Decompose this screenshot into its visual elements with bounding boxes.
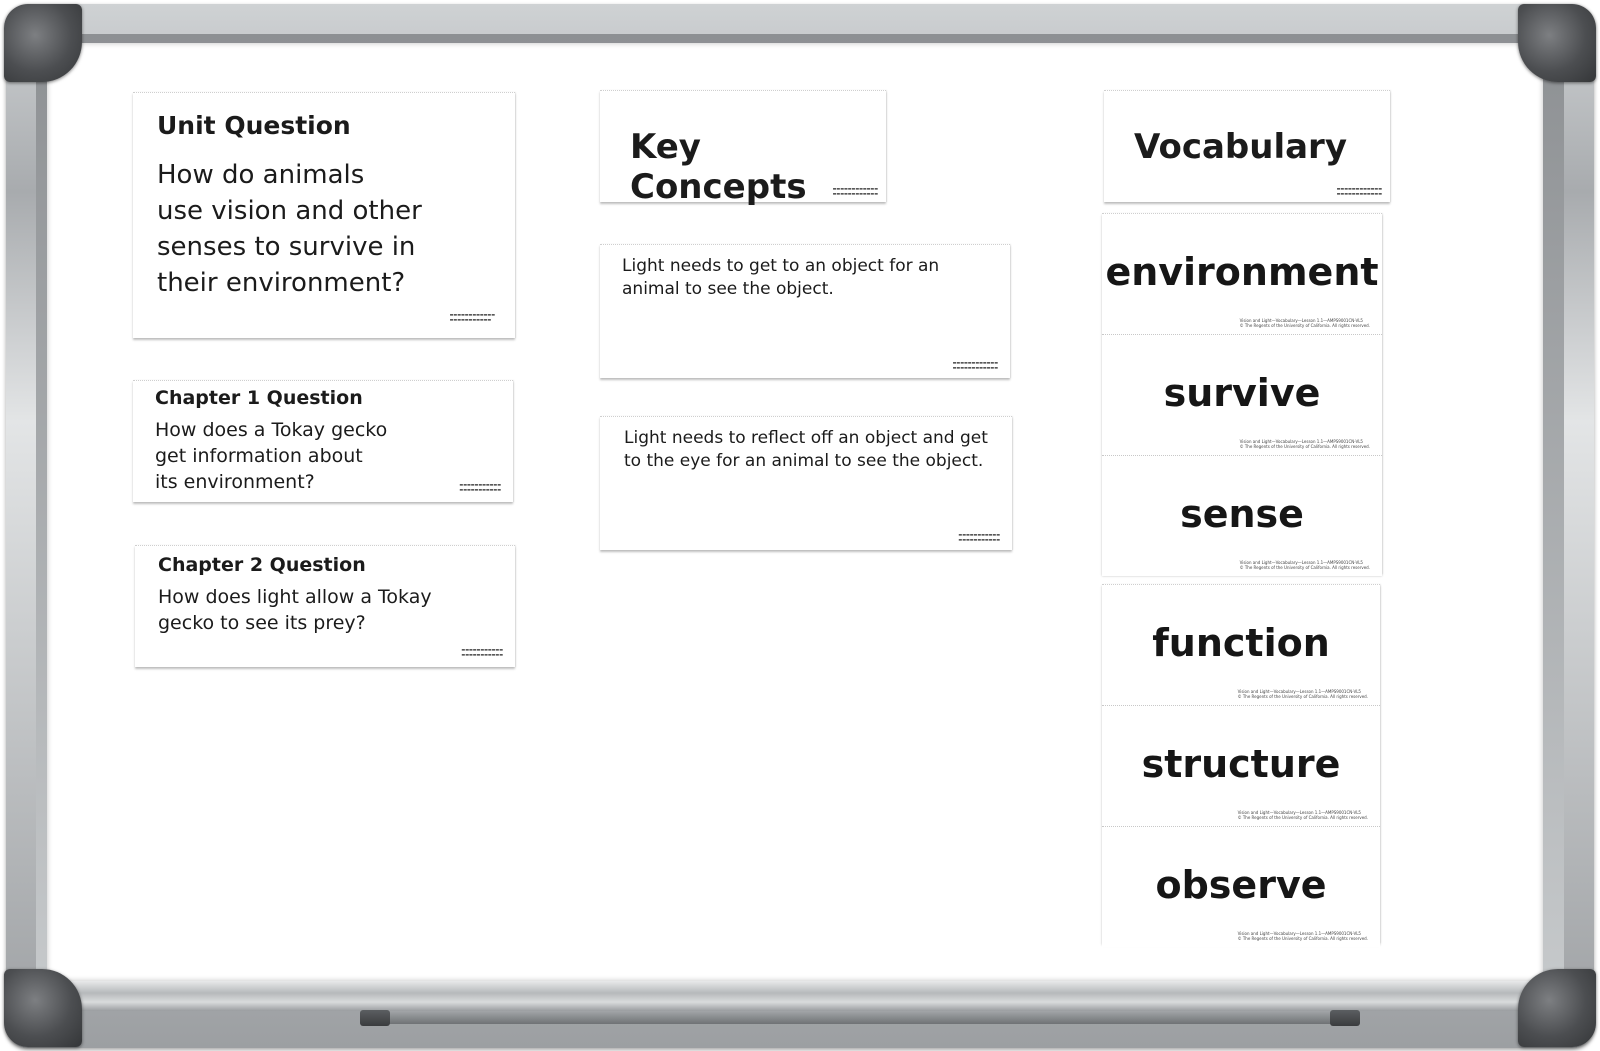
key-concept-text-2: Light needs to reflect off an object and get to the eye for an animal to see the object. [624,428,988,471]
card-fine-print: ▬▬▬▬▬▬▬▬▬▬▬▬ ▬▬▬▬▬▬▬▬▬▬▬▬ [952,360,998,370]
key-concept-card-2 [600,416,1012,550]
vocab-card-footer: Vision and Light—Vocabulary—Lesson 1.1—AMPS9001CN-VL5 © The Regents of the University of California. All rights reserved. [1239,318,1370,328]
vocab-card-footer: Vision and Light—Vocabulary—Lesson 1.1—AMPS9001CN-VL5 © The Regents of the University of California. All rights reserved. [1237,689,1368,699]
marker-rail [47,981,1543,1011]
chapter-1-question-title: Chapter 1 Question [155,387,363,409]
card-fine-print: ▬▬▬▬▬▬▬▬▬▬▬ ▬▬▬▬▬▬▬▬▬▬▬ [461,647,503,657]
frame-corner-bottom-left [4,969,82,1047]
frame-corner-top-right [1518,4,1596,82]
chapter-2-question-text: How does light allow a Tokay gecko to see its prey? [158,586,432,634]
key-concept-text-1: Light needs to get to an object for an animal to see the object. [622,256,940,299]
vocab-card-footer: Vision and Light—Vocabulary—Lesson 1.1—AMPS9001CN-VL5 © The Regents of the University of California. All rights reserved. [1237,810,1368,820]
vocab-word: environment [1105,250,1379,294]
vocabulary-header-card [1104,90,1390,202]
tray-end-right [1330,1010,1360,1026]
vocabulary-heading: Vocabulary [1134,127,1347,167]
vocab-card [1102,706,1380,827]
vocab-word: survive [1163,371,1321,415]
card-fine-print: ▬▬▬▬▬▬▬▬▬▬▬▬ ▬▬▬▬▬▬▬▬▬▬▬▬ [832,186,878,196]
marker-tray [360,1012,1360,1024]
vocabulary-card-set-1 [1102,213,1382,574]
vocab-word: structure [1141,742,1341,786]
vocab-card [1102,585,1380,706]
vocab-card-footer: Vision and Light—Vocabulary—Lesson 1.1—AMPS9001CN-VL5 © The Regents of the University of California. All rights reserved. [1239,560,1370,570]
card-fine-print: ▬▬▬▬▬▬▬▬▬▬▬ ▬▬▬▬▬▬▬▬▬▬▬ [459,482,501,492]
unit-question-text: How do animals use vision and other senses to survive in their environment? [157,160,422,298]
key-concepts-header-card [600,90,886,207]
vocabulary-card-set-2 [1102,584,1380,943]
key-concept-card-1 [600,244,1010,378]
vocab-word: function [1152,621,1330,665]
unit-question-card [133,92,515,338]
vocab-card [1102,456,1382,576]
vocab-word: sense [1180,492,1304,536]
card-fine-print: ▬▬▬▬▬▬▬▬▬▬▬▬ ▬▬▬▬▬▬▬▬▬▬▬ [449,312,495,322]
vocab-word: observe [1155,863,1327,907]
chapter-1-question-card [133,380,513,502]
vocab-card-footer: Vision and Light—Vocabulary—Lesson 1.1—AMPS9001CN-VL5 © The Regents of the University of California. All rights reserved. [1239,439,1370,449]
tray-end-left [360,1010,390,1026]
chapter-1-question-text: How does a Tokay gecko get information about its environment? [155,419,388,493]
frame-corner-bottom-right [1518,969,1596,1047]
vocab-card [1102,827,1380,947]
vocab-card-footer: Vision and Light—Vocabulary—Lesson 1.1—AMPS9001CN-VL5 © The Regents of the University of California. All rights reserved. [1237,931,1368,941]
card-fine-print: ▬▬▬▬▬▬▬▬▬▬▬ ▬▬▬▬▬▬▬▬▬▬▬ [958,532,1000,542]
chapter-2-question-title: Chapter 2 Question [158,554,366,576]
vocab-card [1102,214,1382,335]
unit-question-title: Unit Question [157,111,351,140]
vocab-card [1102,335,1382,456]
card-fine-print: ▬▬▬▬▬▬▬▬▬▬▬▬ ▬▬▬▬▬▬▬▬▬▬▬▬ [1336,186,1382,196]
key-concepts-heading: Key Concepts [630,127,807,207]
chapter-2-question-card [135,545,515,667]
